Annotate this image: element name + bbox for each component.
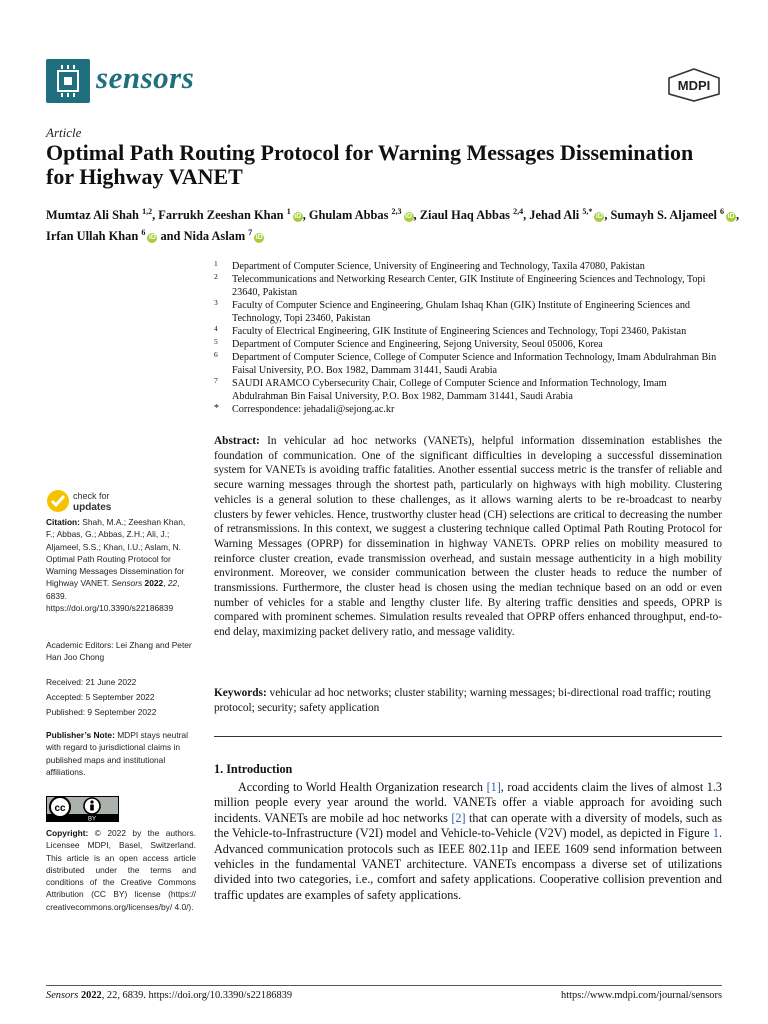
author-name: Sumayh S. Aljameel	[610, 208, 717, 223]
author-list: Mumtaz Ali Shah $^{1,2}$, Farrukh Zeeshan Khan $^1$iD , Ghulam Abbas $^{2,3}$iD , Ziaul Haq Abbas $^{2,4}$, Jehad Ali $^{5,*}$iD , Sumayh S. Aljameel $^6$iD , Irfan Ullah Khan $^6$iD and Nida Aslam $^7$iD	[46, 207, 740, 244]
received-date: Received: 21 June 2022	[46, 677, 137, 687]
abstract	[214, 434, 722, 640]
keywords-label: Keywords:	[214, 687, 267, 699]
orcid-icon[interactable]: iD	[595, 213, 603, 221]
affiliation-item: 4 Faculty of Electrical Engineering, GIK Institute of Engineering Sciences and Technology, Topi 23460, Pakistan	[214, 324, 687, 337]
affiliation-item: 5 Department of Computer Science and Engineering, Sejong University, Seoul 05006, Korea	[214, 337, 603, 350]
academic-editors: Academic Editors: Lei Zhang and Peter Han Joo Chong	[46, 640, 192, 663]
mdpi-logo	[667, 68, 721, 107]
keywords	[214, 686, 722, 715]
svg-text:updates: updates	[73, 502, 112, 513]
affiliation-item: 6 Department of Computer Science, College of Computer Science and Information Technology, Imam Abdulrahman Bin Faisal University, P.O. Box 1982, Dammam 31441, Saudi Arabia	[214, 350, 717, 376]
journal-url-link[interactable]: https://www.mdpi.com/journal/sensors	[561, 990, 722, 1001]
published-date: Published: 9 September 2022	[46, 707, 157, 717]
orcid-icon[interactable]: iD	[148, 234, 156, 242]
accepted-date: Accepted: 5 September 2022	[46, 692, 155, 702]
abstract-text: In vehicular ad hoc networks (VANETs), helpful information dissemination establishes the foundation of communication. One of the significant difficulties in developing a successful dissemination system for VANETs is avoiding traffic fatalities. Another essential success metric is the transfer of reliable and secure warning messages through the shortest path, particularly on highways with high mobility. Clustering vehicles is a general solution to these challenges, as it allows warning alerts to be re-broadcast to nearby clusters by fewer vehicles. Hence, trustworthy cluster head (CH) selections are critical to decreasing the number of retransmissions. In this context, we suggest a clustering technique called Optimal Path Routing Protocol for Warning Messages (OPRP) for dissemination in highway VANETs. OPRP relies on mobility measured to reinforce cluster creation, evade transmission overhead, and sustain message authenticity in a high mobility environment. Moreover, we consider communication between the cluster heads to reduce the number of transmissions. Furthermore, the cluster head is chosen using the median technique based on an odd or even number of vehicles for a stable and lengthy cluster life. By altering traffic densities and speeds, OPRP is compared with prominent schemes. Simulation results revealed that OPRP offers enhanced throughput, end-to-end delay, maximizing packet delivery ratio, and message validity.	[214, 435, 722, 639]
ref-link[interactable]: [1]	[486, 780, 501, 794]
svg-text:cc: cc	[54, 803, 66, 814]
cc-by-license-icon[interactable]	[46, 796, 119, 822]
page-title: Optimal Path Routing Protocol for Warning Messages Dissemination for Highway VANET	[46, 140, 694, 189]
orcid-icon[interactable]: iD	[294, 213, 302, 221]
journal-logo-icon	[46, 59, 90, 103]
author-name: Nida Aslam	[183, 229, 246, 244]
footer-divider	[46, 985, 722, 986]
journal-name: sensors	[96, 60, 195, 95]
affiliations	[214, 260, 724, 416]
section-heading: 1. Introduction	[214, 762, 293, 776]
affiliation-item: 7 SAUDI ARAMCO Cybersecurity Chair, College of Computer Science and Information Technology, Imam Abdulrahman Bin Faisal University, P.O. Box 1982, Dammam 31441, Saudi Arabia	[214, 376, 667, 402]
orcid-icon[interactable]: iD	[405, 213, 413, 221]
author-name: Farrukh Zeeshan Khan	[158, 208, 284, 223]
affiliation-item: 2 Telecommunications and Networking Research Center, GIK Institute of Engineering Sciences and Technology, Topi 23640, Pakistan	[214, 272, 706, 298]
mdpi-logo-text: MDPI	[677, 78, 711, 93]
abstract-label: Abstract:	[214, 435, 260, 447]
author-name: Mumtaz Ali Shah	[46, 208, 139, 223]
author-name: Jehad Ali	[529, 208, 580, 223]
author-name: Ghulam Abbas	[308, 208, 389, 223]
author-name: Ziaul Haq Abbas	[419, 208, 510, 223]
copyright-notice: Copyright: © 2022 by the authors. Licensee MDPI, Basel, Switzerland. This article is an open access article distributed under the terms and conditions of the Creative Commons Attribution (CC BY) license (https:// creativecommons.org/licenses/by/ 4.0/).	[46, 828, 196, 912]
svg-text:BY: BY	[87, 816, 97, 822]
section-divider	[214, 736, 722, 737]
affiliation-item: 3 Faculty of Computer Science and Engineering, Ghulam Ishaq Khan (GIK) Institute of Engineering Sciences and Technology, Topi 23460, Pakistan	[214, 298, 691, 324]
keywords-text: vehicular ad hoc networks; cluster stability; warning messages; bi-directional road traffic; routing protocol; security; safety application	[214, 687, 711, 714]
svg-text:check for: check for	[73, 491, 110, 501]
ref-link[interactable]: [2]	[451, 810, 466, 825]
article-type: Article	[46, 125, 82, 140]
intro-paragraph: According to World Health Organization research [1], road accidents claim the lives of almost 1.3 million people every year around the world. VANETs offer a viable approach for avoiding such incidents. VANETs are mobile ad hoc networks [2] that can operate with a diversity of models, such as the Vehicle-to-Infrastructure (V2I) model and Vehicle-to-Vehicle (V2V) model, as depicted in Figure 1. Advanced communication protocols such as IEEE 802.11p and IEEE 1609 send information between vehicles in the fundamental VANET architecture. VANETs encompass a diverse set of utilizations divided into two categories, i.e., comfort and safety applications. Cooperative collision prevention and traffic updates are examples of safety applications.	[214, 780, 723, 902]
citation-block: Citation: Shah, M.A.; Zeeshan Khan, F.; Abbas, G.; Abbas, Z.H.; Ali, J.; Aljameel, S.S.; Khan, I.U.; Aslam, N. Optimal Path Routing Protocol for Warning Messages Dissemination for Highway VANET. Sensors 2022, 22, 6839. https://doi.org/10.3390/s22186839	[46, 517, 186, 614]
orcid-icon[interactable]: iD	[255, 234, 263, 242]
publisher-note: Publisher’s Note: MDPI stays neutral with regard to jurisdictional claims in published maps and institutional affiliations.	[46, 730, 188, 777]
orcid-icon[interactable]: iD	[727, 213, 735, 221]
figure-link[interactable]: 1	[712, 826, 719, 841]
footer-citation: Sensors 2022, 22, 6839. https://doi.org/10.3390/s22186839	[46, 990, 293, 1001]
correspondence: * Correspondence: jehadali@sejong.ac.kr	[214, 403, 395, 415]
affiliation-item: 1 Department of Computer Science, University of Engineering and Technology, Taxila 47080, Pakistan	[214, 259, 645, 272]
author-name: Irfan Ullah Khan	[46, 229, 139, 244]
